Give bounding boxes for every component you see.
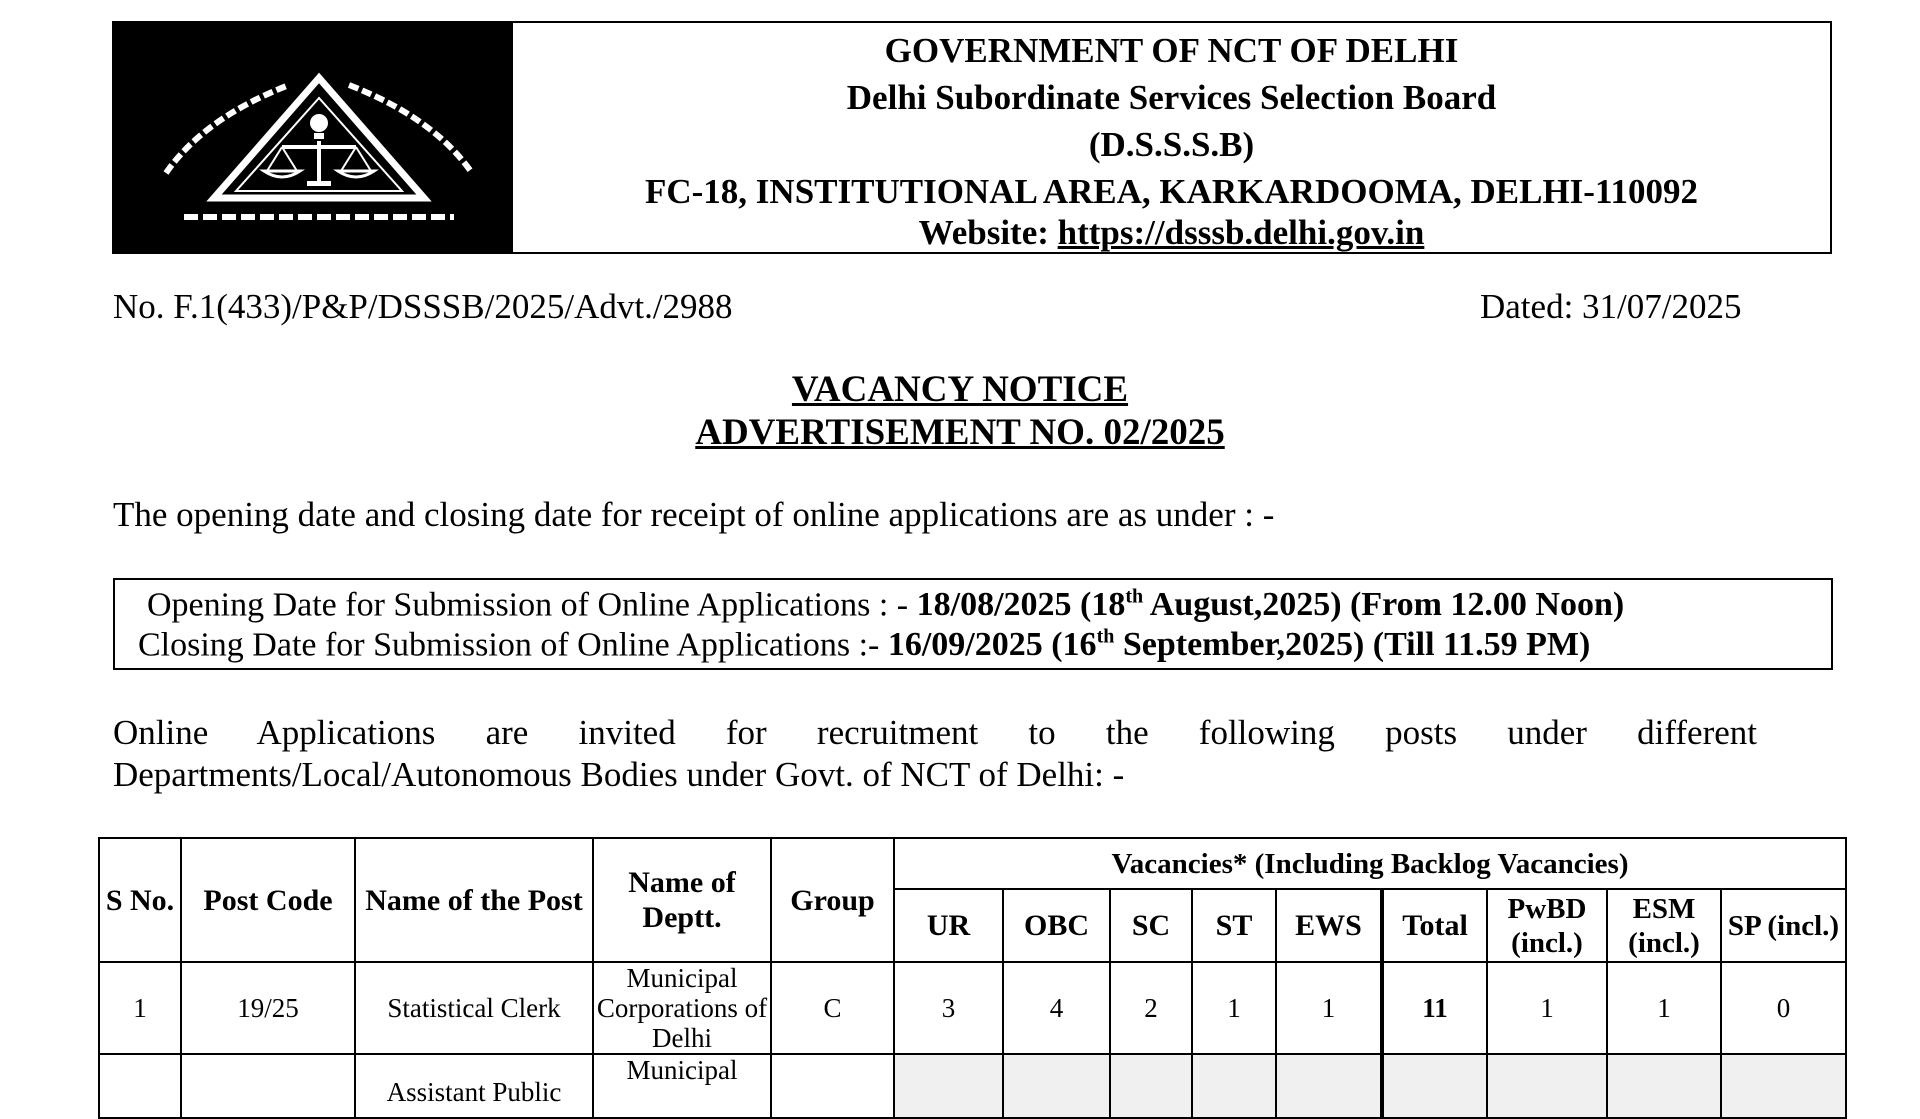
closing-date-label: Closing Date for Submission of Online Applications :-: [138, 626, 888, 664]
opening-date-value: 18/08/2025 (18th August,2025) (From 12.00 Noon): [916, 586, 1625, 624]
header-ews: EWS: [1276, 889, 1382, 962]
application-dates-box: [113, 578, 1833, 670]
cell-post-name-partial: Assistant Public: [355, 1054, 593, 1118]
header-total: Total: [1382, 889, 1487, 962]
advertisement-number: ADVERTISEMENT NO. 02/2025: [695, 412, 1225, 453]
cell-post-name: Statistical Clerk: [355, 962, 593, 1054]
cell-sno: 1: [99, 962, 181, 1054]
website-label: Website:: [918, 213, 1058, 252]
cell-department-partial: Municipal: [593, 1054, 771, 1118]
board-name: Delhi Subordinate Services Selection Board: [846, 78, 1497, 117]
opening-date-label: Opening Date for Submission of Online Applications : -: [147, 586, 917, 624]
header-group: Group: [771, 838, 894, 962]
cell-empty: [1382, 1054, 1487, 1118]
cell-st: 1: [1192, 962, 1276, 1054]
scales-of-justice-icon: [114, 23, 513, 252]
website-link[interactable]: https://dsssb.delhi.gov.in: [1057, 213, 1425, 252]
cell-ews: 1: [1276, 962, 1382, 1054]
cell-empty: [1192, 1054, 1276, 1118]
website-line: [513, 215, 1830, 251]
cell-empty: [181, 1054, 355, 1118]
cell-empty: [894, 1054, 1003, 1118]
cell-esm: 1: [1607, 962, 1721, 1054]
table-row: [99, 962, 1846, 1054]
header-st: ST: [1192, 889, 1276, 962]
header-sc: SC: [1110, 889, 1192, 962]
table-row-partial: [99, 1054, 1846, 1118]
cell-ur: 3: [894, 962, 1003, 1054]
header-pwbd: PwBD (incl.): [1487, 889, 1607, 962]
header-vacancies: Vacancies* (Including Backlog Vacancies): [894, 838, 1846, 889]
cell-empty: [771, 1054, 894, 1118]
closing-date-row: [138, 626, 1590, 664]
letterhead: [112, 21, 1832, 254]
dsssb-logo: [114, 23, 513, 252]
vacancy-table: [98, 837, 1847, 1119]
reference-number: No. F.1(433)/P&P/DSSSB/2025/Advt./2988: [113, 287, 733, 326]
cell-sp: 0: [1721, 962, 1846, 1054]
cell-empty: [1487, 1054, 1607, 1118]
header-ur: UR: [894, 889, 1003, 962]
header-post-name: Name of the Post: [355, 838, 593, 962]
cell-empty: [1003, 1054, 1110, 1118]
cell-empty: [1276, 1054, 1382, 1118]
opening-date-row: [147, 586, 1624, 624]
cell-empty: [1110, 1054, 1192, 1118]
cell-pwbd: 1: [1487, 962, 1607, 1054]
notice-title: VACANCY NOTICE: [791, 369, 1129, 410]
board-abbreviation: (D.S.S.S.B): [1088, 125, 1255, 164]
intro-text: The opening date and closing date for receipt of online applications are as under : -: [113, 495, 1275, 534]
header-sp: SP (incl.): [1721, 889, 1846, 962]
cell-post-code: 19/25: [181, 962, 355, 1054]
header-esm: ESM (incl.): [1607, 889, 1721, 962]
cell-empty: [99, 1054, 181, 1118]
board-address: FC-18, INSTITUTIONAL AREA, KARKARDOOMA, DELHI-110092: [644, 172, 1699, 211]
cell-empty: [1607, 1054, 1721, 1118]
cell-sc: 2: [1110, 962, 1192, 1054]
cell-group: C: [771, 962, 894, 1054]
letterhead-text: [513, 23, 1830, 252]
government-title: GOVERNMENT OF NCT OF DELHI: [884, 31, 1459, 70]
closing-date-value: 16/09/2025 (16th September,2025) (Till 11.59 PM): [887, 626, 1591, 664]
header-obc: OBC: [1003, 889, 1110, 962]
header-sno: S No.: [99, 838, 181, 962]
notice-date: Dated: 31/07/2025: [1480, 287, 1742, 326]
notice-heading: [0, 368, 1920, 454]
invitation-text: Online Applications are invited for recruitment to the following posts under different Departments/Local/Autonomous Bodies under Govt. of NCT of Delhi: -: [113, 713, 1757, 794]
cell-total: 11: [1382, 962, 1487, 1054]
cell-empty: [1721, 1054, 1846, 1118]
cell-obc: 4: [1003, 962, 1110, 1054]
cell-department: Municipal Corporations of Delhi: [593, 962, 771, 1054]
header-department: Name of Deptt.: [593, 838, 771, 962]
header-post-code: Post Code: [181, 838, 355, 962]
